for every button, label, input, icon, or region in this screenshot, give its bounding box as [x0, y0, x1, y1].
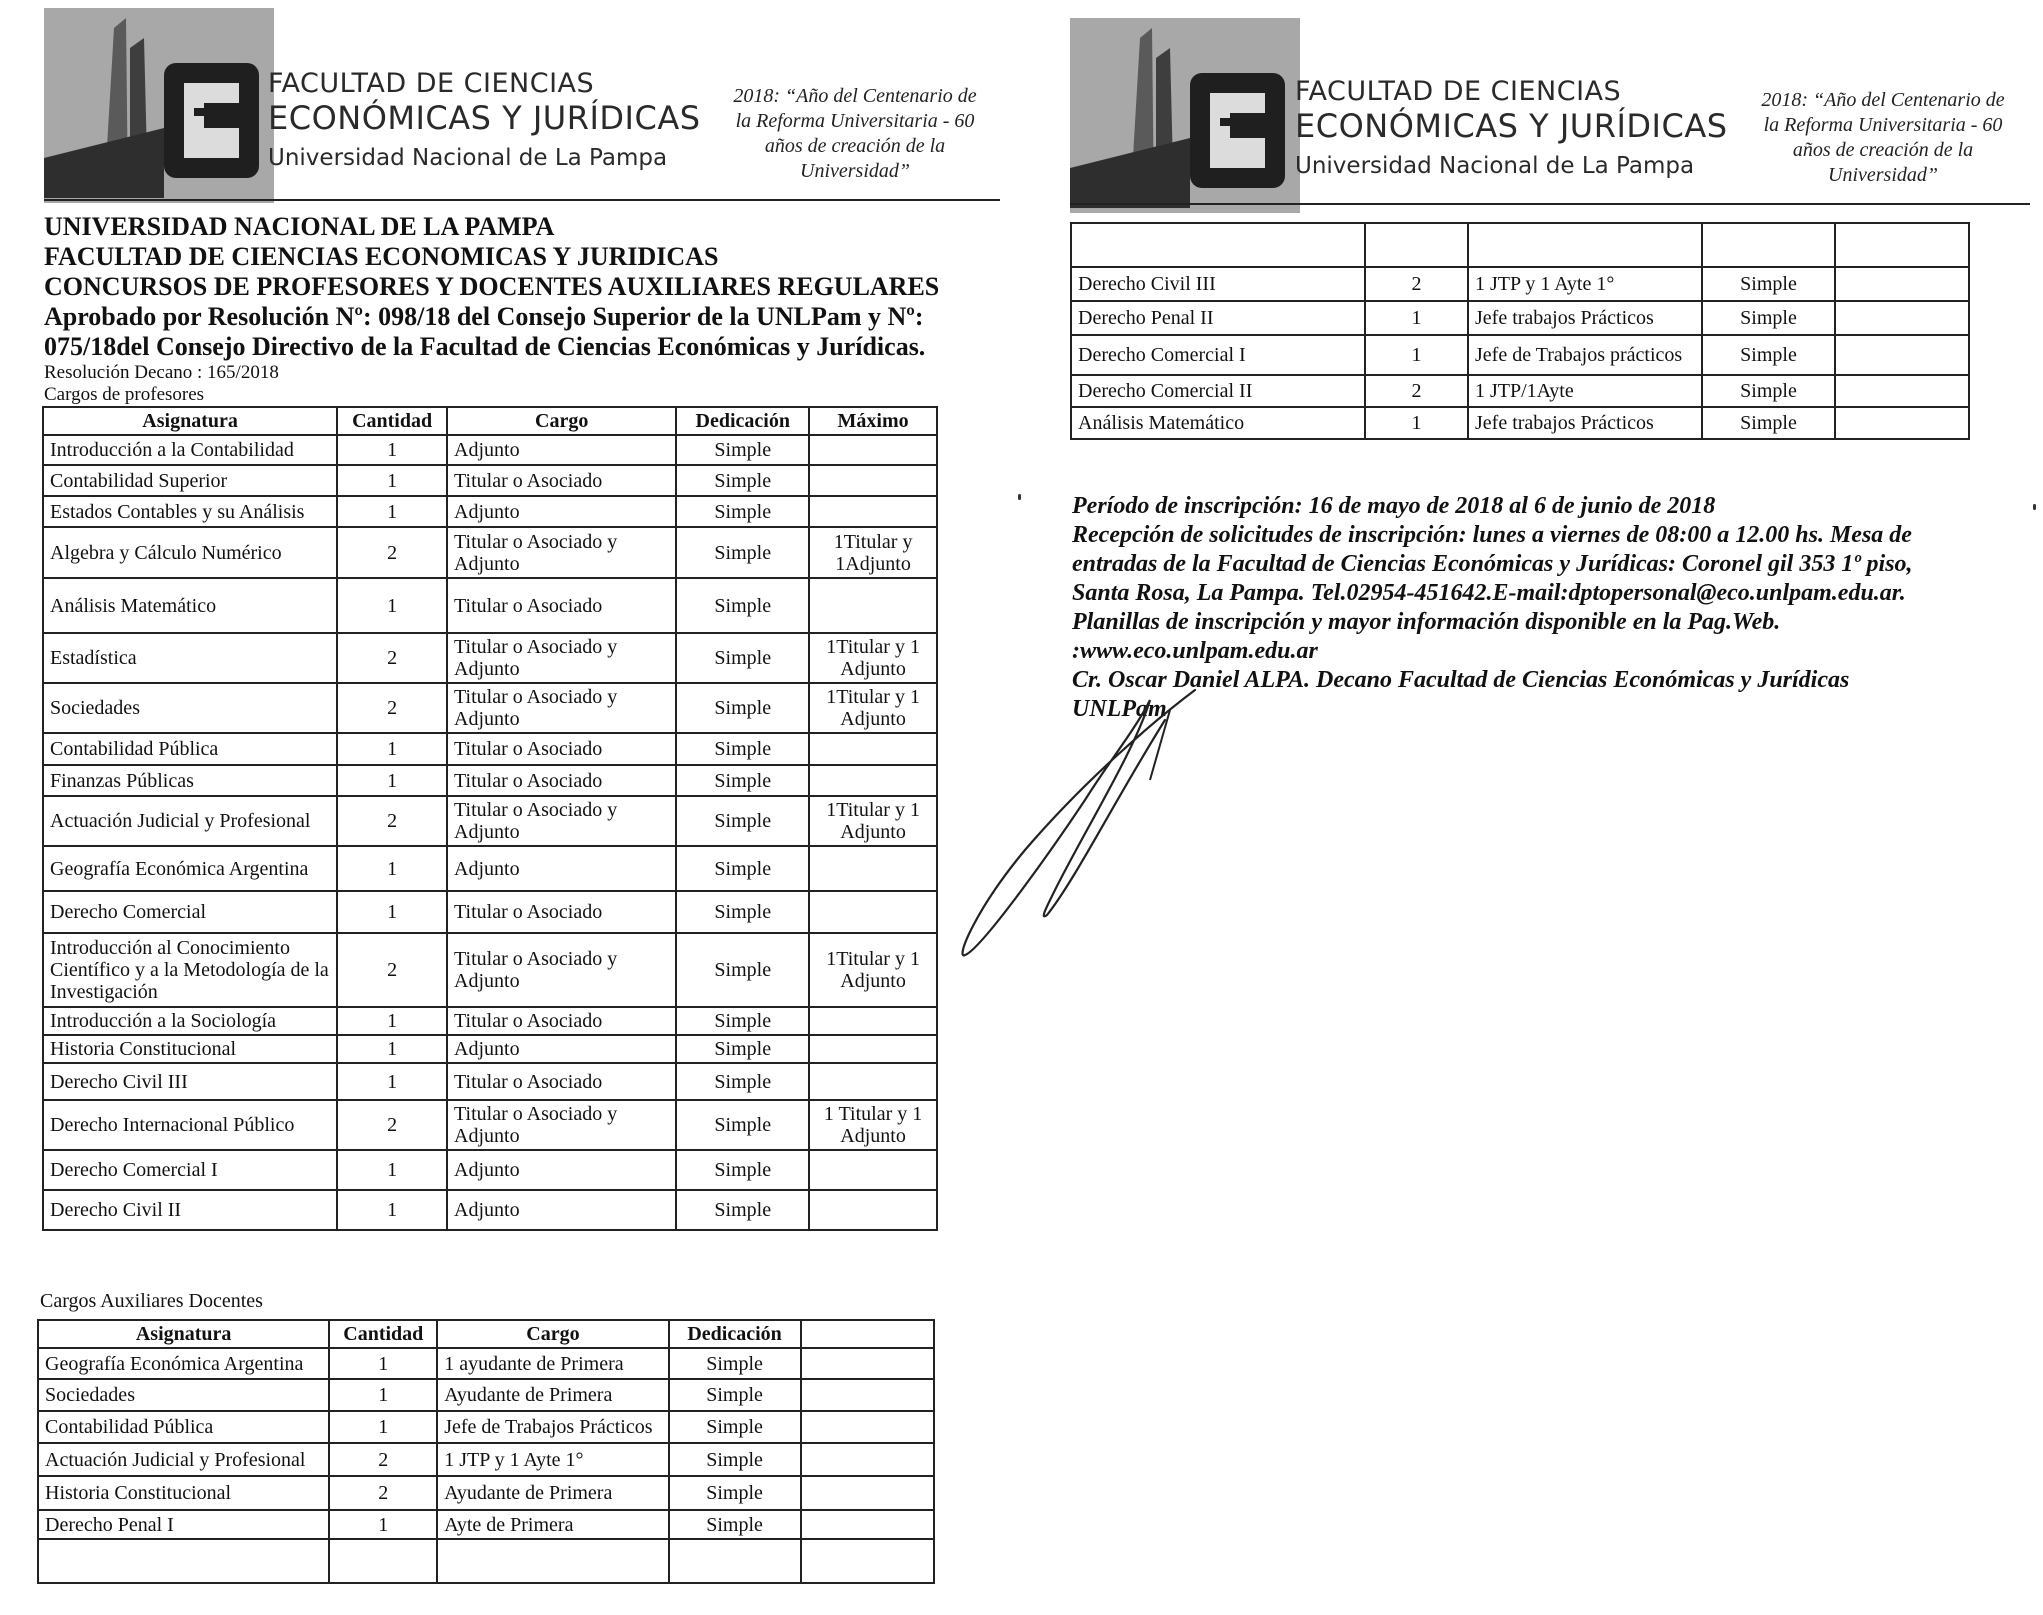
- table-row: [43, 1190, 937, 1230]
- header-divider: [1070, 203, 2030, 205]
- section-label-auxiliares: Cargos Auxiliares Docentes: [40, 1290, 263, 1312]
- cell-cargo: Titular o Asociado y Adjunto: [447, 633, 676, 683]
- cell-asignatura: Geografía Económica Argentina: [43, 846, 337, 891]
- cell-cantidad: [1365, 223, 1468, 267]
- faculty-header: [1050, 0, 2043, 205]
- cell-cargo: 1 ayudante de Primera: [437, 1348, 668, 1379]
- cell-cantidad: 1: [337, 765, 447, 796]
- year-motto: [720, 84, 990, 184]
- cell-maximo: 1Titular y 1Adjunto: [809, 527, 937, 578]
- table-row: [1071, 407, 1969, 439]
- cell-asignatura: Estados Contables y su Análisis: [43, 496, 337, 527]
- left-page: [0, 0, 1020, 1615]
- cell-dedicacion: [669, 1539, 801, 1583]
- cell-dedicacion: Simple: [669, 1510, 801, 1539]
- cell-maximo: [801, 1510, 935, 1539]
- table-row: [38, 1539, 934, 1583]
- cell-dedicacion: Simple: [1702, 301, 1835, 335]
- cell-cantidad: 1: [1365, 301, 1468, 335]
- auxiliares-table: [37, 1319, 935, 1584]
- cell-dedicacion: Simple: [676, 435, 809, 465]
- table-row: [1071, 375, 1969, 407]
- cell-asignatura: Derecho Penal I: [38, 1510, 329, 1539]
- notice-forms: Planillas de inscripción y mayor información disponible en la Pag.Web.: [1072, 609, 1781, 635]
- cell-maximo: [809, 891, 937, 933]
- col-header-cantidad: Cantidad: [337, 407, 447, 435]
- cell-cantidad: 1: [337, 733, 447, 765]
- col-header-cargo: Cargo: [437, 1320, 668, 1348]
- cell-asignatura: Estadística: [43, 633, 337, 683]
- cell-cantidad: 1: [329, 1510, 437, 1539]
- cell-cantidad: 2: [329, 1476, 437, 1510]
- scan-speck: [1018, 494, 1021, 500]
- title-faculty: FACULTAD DE CIENCIAS ECONOMICAS Y JURIDICAS: [44, 242, 719, 271]
- table-row: [43, 765, 937, 796]
- cell-cargo: Ayudante de Primera: [437, 1379, 668, 1411]
- faculty-name: [1295, 76, 1728, 179]
- cell-cargo: Jefe trabajos Prácticos: [1468, 407, 1702, 439]
- notice-period: Período de inscripción: 16 de mayo de 2018 al 6 de junio de 2018: [1072, 493, 1716, 519]
- section-label-profesores: Cargos de profesores: [44, 384, 205, 405]
- col-header-cargo: Cargo: [447, 407, 676, 435]
- cell-asignatura: Derecho Comercial II: [1071, 375, 1365, 407]
- table-row: [43, 465, 937, 496]
- university-name: Universidad Nacional de La Pampa: [1295, 153, 1695, 179]
- cell-maximo: [1835, 335, 1969, 375]
- cell-dedicacion: Simple: [676, 465, 809, 496]
- cell-maximo: 1 Titular y 1 Adjunto: [809, 1100, 937, 1150]
- cell-maximo: [1835, 223, 1969, 267]
- cell-dedicacion: Simple: [676, 1190, 809, 1230]
- cell-cantidad: 2: [337, 527, 447, 578]
- faculty-name-line2: ECONÓMICAS Y JURÍDICAS: [1295, 107, 1728, 145]
- cell-dedicacion: Simple: [676, 527, 809, 578]
- title-contests: CONCURSOS DE PROFESORES Y DOCENTES AUXILIARES REGULARES: [44, 272, 940, 301]
- faculty-name: [268, 68, 701, 171]
- cell-dedicacion: Simple: [1702, 335, 1835, 375]
- cell-asignatura: Introducción al Conocimiento Científico y a la Metodología de la Investigación: [43, 933, 337, 1007]
- handwritten-signature: [935, 660, 1235, 980]
- cell-asignatura: Introducción a la Contabilidad: [43, 435, 337, 465]
- profesores-header-row: [43, 407, 937, 435]
- cell-asignatura: Sociedades: [38, 1379, 329, 1411]
- table-row: [1071, 335, 1969, 375]
- cell-cargo: 1 JTP y 1 Ayte 1°: [1468, 267, 1702, 301]
- table-row: [1071, 223, 1969, 267]
- cell-cantidad: 2: [337, 683, 447, 733]
- cell-cantidad: 1: [329, 1379, 437, 1411]
- notice-reception: Recepción de solicitudes de inscripción: lunes a viernes de 08:00 a 12.00 hs. Mesa de: [1072, 522, 1912, 548]
- motto-line2: la Reforma Universitaria - 60: [1763, 114, 2003, 136]
- cell-asignatura: Historia Constitucional: [38, 1476, 329, 1510]
- cell-cargo: Titular o Asociado: [447, 765, 676, 796]
- cell-maximo: [809, 1190, 937, 1230]
- cell-cantidad: 2: [337, 633, 447, 683]
- cell-cantidad: 1: [337, 1007, 447, 1035]
- table-row: [38, 1348, 934, 1379]
- motto-line3: años de creación de la: [764, 135, 946, 157]
- cell-cantidad: 2: [337, 933, 447, 1007]
- cell-asignatura: Contabilidad Pública: [43, 733, 337, 765]
- cell-cargo: Jefe de Trabajos Prácticos: [437, 1411, 668, 1443]
- table-row: [43, 1035, 937, 1063]
- cell-maximo: [801, 1348, 935, 1379]
- col-header-dedicacion: Dedicación: [676, 407, 809, 435]
- cell-asignatura: Derecho Comercial: [43, 891, 337, 933]
- col-header-maximo: Máximo: [809, 407, 937, 435]
- cell-maximo: [801, 1411, 935, 1443]
- cell-asignatura: Algebra y Cálculo Numérico: [43, 527, 337, 578]
- cell-maximo: [1835, 407, 1969, 439]
- cell-maximo: [809, 765, 937, 796]
- cell-maximo: [809, 1035, 937, 1063]
- cell-cargo: Titular o Asociado: [447, 891, 676, 933]
- cell-dedicacion: Simple: [669, 1476, 801, 1510]
- cell-asignatura: Actuación Judicial y Profesional: [38, 1443, 329, 1476]
- cell-asignatura: Actuación Judicial y Profesional: [43, 796, 337, 846]
- table-row: [43, 578, 937, 633]
- cell-dedicacion: Simple: [669, 1443, 801, 1476]
- table-row: [38, 1379, 934, 1411]
- cell-dedicacion: Simple: [676, 765, 809, 796]
- cell-dedicacion: [1702, 223, 1835, 267]
- cell-cantidad: 1: [337, 496, 447, 527]
- cell-asignatura: Derecho Comercial I: [1071, 335, 1365, 375]
- cell-dedicacion: Simple: [676, 1007, 809, 1035]
- cell-cargo: Titular o Asociado y Adjunto: [447, 933, 676, 1007]
- motto-line2: la Reforma Universitaria - 60: [735, 110, 975, 132]
- cell-cantidad: 1: [337, 1035, 447, 1063]
- table-row: [43, 846, 937, 891]
- cell-asignatura: Análisis Matemático: [1071, 407, 1365, 439]
- cell-cantidad: 1: [337, 891, 447, 933]
- cell-cargo: Adjunto: [447, 1190, 676, 1230]
- document-titles: [44, 212, 939, 406]
- cell-asignatura: Introducción a la Sociología: [43, 1007, 337, 1035]
- table-row: [43, 796, 937, 846]
- cell-asignatura: Análisis Matemático: [43, 578, 337, 633]
- table-row: [38, 1411, 934, 1443]
- cell-cantidad: 2: [1365, 267, 1468, 301]
- cell-dedicacion: Simple: [676, 1063, 809, 1100]
- cell-cargo: Adjunto: [447, 496, 676, 527]
- faculty-name-line1: FACULTAD DE CIENCIAS: [268, 68, 595, 99]
- motto-line1: 2018: “Año del Centenario de: [733, 85, 977, 107]
- table-row: [1071, 301, 1969, 335]
- cell-cargo: Titular o Asociado y Adjunto: [447, 796, 676, 846]
- cell-maximo: [809, 435, 937, 465]
- cell-maximo: [1835, 301, 1969, 335]
- motto-line4: Universidad”: [1828, 164, 1938, 186]
- cell-cantidad: 1: [1365, 407, 1468, 439]
- cell-asignatura: [1071, 223, 1365, 267]
- auxiliares-header-row: [38, 1320, 934, 1348]
- scan-speck: [2033, 504, 2036, 510]
- table-row: [43, 1100, 937, 1150]
- cell-maximo: [809, 465, 937, 496]
- cell-cantidad: 1: [337, 1150, 447, 1190]
- cell-asignatura: Contabilidad Superior: [43, 465, 337, 496]
- col-header-blank: [801, 1320, 935, 1348]
- cell-maximo: [809, 1063, 937, 1100]
- title-approval-1: Aprobado por Resolución Nº: 098/18 del Consejo Superior de la UNLPam y Nº:: [44, 302, 924, 331]
- cell-dedicacion: Simple: [1702, 267, 1835, 301]
- cell-cargo: Titular o Asociado: [447, 1063, 676, 1100]
- cell-cantidad: 1: [337, 578, 447, 633]
- cell-maximo: [809, 733, 937, 765]
- cell-cantidad: [329, 1539, 437, 1583]
- cell-cantidad: 1: [337, 465, 447, 496]
- cell-dedicacion: Simple: [676, 796, 809, 846]
- table-row: [43, 733, 937, 765]
- cell-cargo: Jefe trabajos Prácticos: [1468, 301, 1702, 335]
- cell-maximo: [1835, 375, 1969, 407]
- cell-dedicacion: Simple: [676, 1150, 809, 1190]
- cell-asignatura: Derecho Civil III: [43, 1063, 337, 1100]
- cell-maximo: [809, 578, 937, 633]
- table-row: [43, 891, 937, 933]
- cell-maximo: [809, 496, 937, 527]
- col-header-asignatura: Asignatura: [43, 407, 337, 435]
- cell-asignatura: Sociedades: [43, 683, 337, 733]
- cell-maximo: 1Titular y 1 Adjunto: [809, 633, 937, 683]
- motto-line3: años de creación de la: [1792, 139, 1974, 161]
- cell-cantidad: 2: [337, 1100, 447, 1150]
- cell-cantidad: 1: [337, 1063, 447, 1100]
- cell-asignatura: Contabilidad Pública: [38, 1411, 329, 1443]
- cell-maximo: [809, 1150, 937, 1190]
- dean-resolution: Resolución Decano : 165/2018: [44, 362, 279, 383]
- cell-cargo: Titular o Asociado: [447, 1007, 676, 1035]
- cell-cargo: Jefe de Trabajos prácticos: [1468, 335, 1702, 375]
- cell-dedicacion: Simple: [1702, 375, 1835, 407]
- cell-dedicacion: Simple: [676, 1100, 809, 1150]
- title-approval-2: 075/18del Consejo Directivo de la Facultad de Ciencias Económicas y Jurídicas.: [44, 332, 926, 361]
- cell-cantidad: 2: [329, 1443, 437, 1476]
- cell-dedicacion: Simple: [676, 496, 809, 527]
- cell-asignatura: Historia Constitucional: [43, 1035, 337, 1063]
- cell-cargo: 1 JTP y 1 Ayte 1°: [437, 1443, 668, 1476]
- motto-line4: Universidad”: [800, 160, 910, 182]
- table-row: [43, 933, 937, 1007]
- table-row: [43, 496, 937, 527]
- table-row: [43, 1007, 937, 1035]
- motto-line1: 2018: “Año del Centenario de: [1761, 89, 2005, 111]
- header-divider: [44, 199, 1000, 201]
- table-row: [43, 1063, 937, 1100]
- col-header-asignatura: Asignatura: [38, 1320, 329, 1348]
- cell-cantidad: 1: [337, 1190, 447, 1230]
- cell-dedicacion: Simple: [676, 1035, 809, 1063]
- cell-cargo: 1 JTP/1Ayte: [1468, 375, 1702, 407]
- cell-cantidad: 1: [337, 846, 447, 891]
- notice-address-2: Santa Rosa, La Pampa. Tel.02954-451642.E-mail:dptopersonal@eco.unlpam.edu.ar.: [1072, 580, 1906, 606]
- cell-maximo: [809, 1007, 937, 1035]
- table-row: [43, 633, 937, 683]
- profesores-table: [42, 406, 938, 1231]
- cell-asignatura: [38, 1539, 329, 1583]
- cell-cantidad: 2: [1365, 375, 1468, 407]
- cell-cargo: Titular o Asociado: [447, 465, 676, 496]
- cell-cargo: Titular o Asociado y Adjunto: [447, 683, 676, 733]
- title-university: UNIVERSIDAD NACIONAL DE LA PAMPA: [44, 212, 555, 241]
- cell-cargo: [1468, 223, 1702, 267]
- col-header-cantidad: Cantidad: [329, 1320, 437, 1348]
- cell-cargo: Adjunto: [447, 846, 676, 891]
- cell-maximo: 1Titular y 1 Adjunto: [809, 933, 937, 1007]
- cell-dedicacion: Simple: [676, 933, 809, 1007]
- year-motto: [1748, 88, 2018, 188]
- table-row: [38, 1510, 934, 1539]
- cell-cargo: Adjunto: [447, 435, 676, 465]
- notice-signer: Cr. Oscar Daniel ALPA. Decano Facultad de Ciencias Económicas y Jurídicas: [1072, 667, 1850, 693]
- cell-cantidad: 1: [337, 435, 447, 465]
- cell-asignatura: Derecho Internacional Público: [43, 1100, 337, 1150]
- table-row: [43, 683, 937, 733]
- cell-maximo: [801, 1443, 935, 1476]
- cell-dedicacion: Simple: [676, 846, 809, 891]
- cell-cantidad: 1: [329, 1411, 437, 1443]
- cell-dedicacion: Simple: [1702, 407, 1835, 439]
- faculty-name-line1: FACULTAD DE CIENCIAS: [1295, 76, 1622, 107]
- cell-dedicacion: Simple: [676, 683, 809, 733]
- cell-cargo: Titular o Asociado y Adjunto: [447, 527, 676, 578]
- notice-website: :www.eco.unlpam.edu.ar: [1072, 638, 1318, 664]
- cell-cargo: Titular o Asociado y Adjunto: [447, 1100, 676, 1150]
- cell-cargo: Adjunto: [447, 1035, 676, 1063]
- cell-asignatura: Derecho Penal II: [1071, 301, 1365, 335]
- cell-cantidad: 1: [1365, 335, 1468, 375]
- cell-maximo: [801, 1476, 935, 1510]
- cell-dedicacion: Simple: [676, 578, 809, 633]
- cell-asignatura: Derecho Comercial I: [43, 1150, 337, 1190]
- cell-asignatura: Finanzas Públicas: [43, 765, 337, 796]
- cell-maximo: [801, 1539, 935, 1583]
- table-row: [43, 435, 937, 465]
- cell-maximo: 1Titular y 1 Adjunto: [809, 683, 937, 733]
- faculty-logo: [44, 8, 274, 203]
- col-header-dedicacion: Dedicación: [669, 1320, 801, 1348]
- table-row: [43, 527, 937, 578]
- table-row: [43, 1150, 937, 1190]
- cell-cantidad: 2: [337, 796, 447, 846]
- cell-cargo: Ayudante de Primera: [437, 1476, 668, 1510]
- notice-institution: UNLPam: [1072, 696, 1167, 722]
- cell-maximo: [809, 846, 937, 891]
- notice-address-1: entradas de la Facultad de Ciencias Económicas y Jurídicas: Coronel gil 353 1º piso,: [1072, 551, 1913, 577]
- cell-cargo: Ayte de Primera: [437, 1510, 668, 1539]
- cell-asignatura: Derecho Civil II: [43, 1190, 337, 1230]
- faculty-logo: [1070, 18, 1300, 213]
- continuation-table: [1070, 222, 1970, 440]
- cell-dedicacion: Simple: [676, 733, 809, 765]
- cell-asignatura: Geografía Económica Argentina: [38, 1348, 329, 1379]
- cell-dedicacion: Simple: [676, 891, 809, 933]
- cell-cargo: Titular o Asociado: [447, 578, 676, 633]
- table-row: [1071, 267, 1969, 301]
- cell-maximo: [1835, 267, 1969, 301]
- cell-maximo: [801, 1379, 935, 1411]
- faculty-name-line2: ECONÓMICAS Y JURÍDICAS: [268, 99, 701, 137]
- table-row: [38, 1443, 934, 1476]
- university-name: Universidad Nacional de La Pampa: [268, 145, 668, 171]
- cell-dedicacion: Simple: [676, 633, 809, 683]
- table-row: [38, 1476, 934, 1510]
- cell-cargo: Titular o Asociado: [447, 733, 676, 765]
- faculty-header: [0, 0, 1020, 205]
- cell-dedicacion: Simple: [669, 1348, 801, 1379]
- cell-maximo: 1Titular y 1 Adjunto: [809, 796, 937, 846]
- cell-cargo: [437, 1539, 668, 1583]
- cell-dedicacion: Simple: [669, 1411, 801, 1443]
- cell-dedicacion: Simple: [669, 1379, 801, 1411]
- cell-cantidad: 1: [329, 1348, 437, 1379]
- cell-asignatura: Derecho Civil III: [1071, 267, 1365, 301]
- cell-cargo: Adjunto: [447, 1150, 676, 1190]
